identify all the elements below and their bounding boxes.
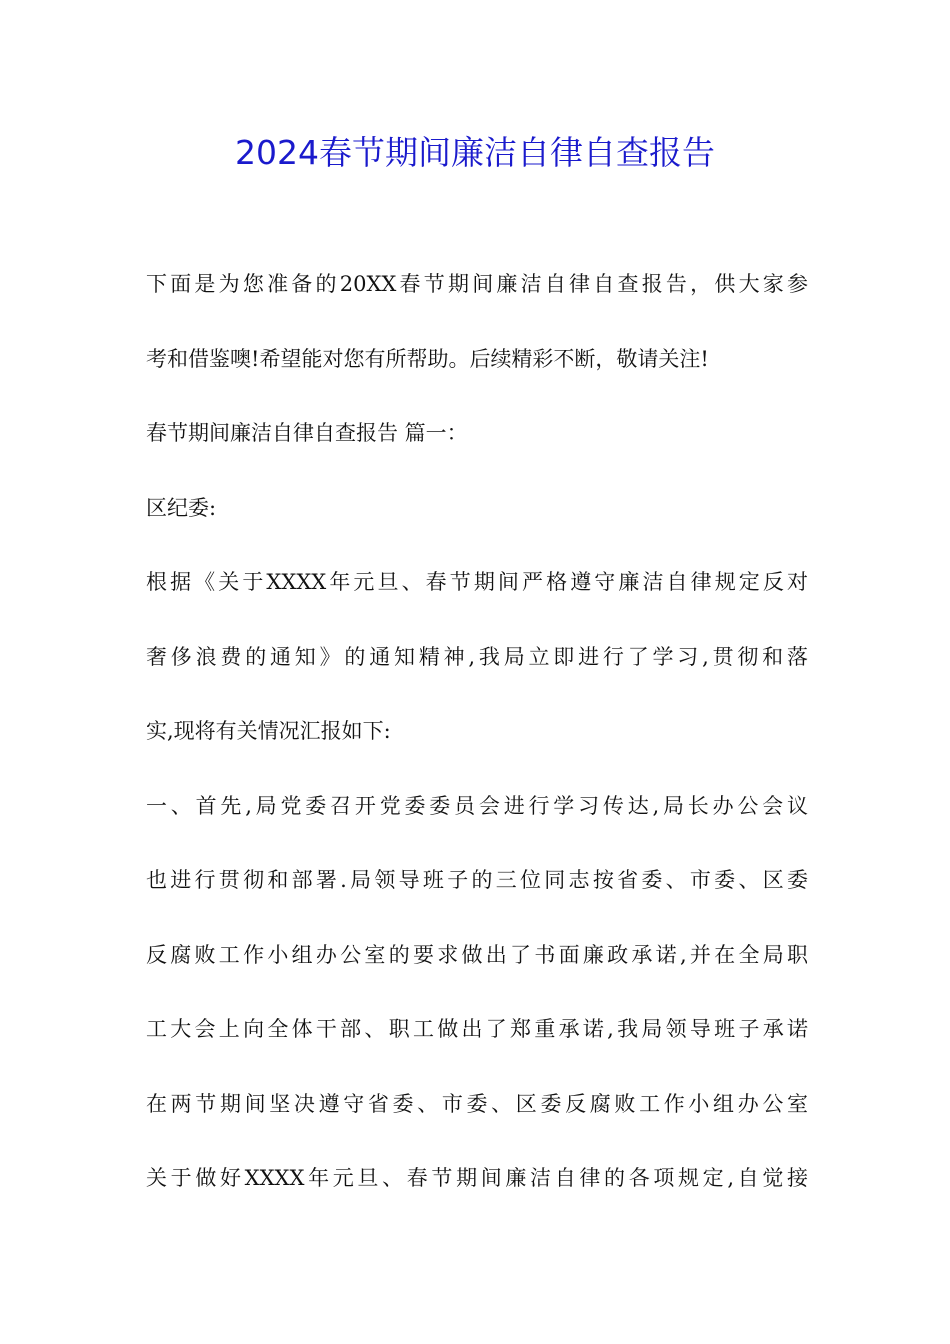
- paragraph-line: 一、首先,局党委召开党委委员会进行学习传达,局长办公会议: [146, 793, 808, 818]
- paragraph-line: 也进行贯彻和部署.局领导班子的三位同志按省委、市委、区委: [146, 868, 808, 892]
- paragraph-line: 实,现将有关情况汇报如下:: [146, 719, 391, 743]
- paragraph-line: 奢侈浪费的通知》的通知精神,我局立即进行了学习,贯彻和落: [146, 644, 808, 669]
- paragraph-line-intro-1: 下面是为您准备的20XX春节期间廉洁自律自查报告，供大家参: [146, 272, 808, 296]
- paragraph-line: 关于做好XXXX年元旦、春节期间廉洁自律的各项规定,自觉接: [146, 1166, 808, 1190]
- document-body: [146, 262, 808, 1231]
- salutation: 区纪委:: [146, 495, 217, 520]
- paragraph-line-intro-2: 考和借鉴噢!希望能对您有所帮助。后续精彩不断，敬请关注!: [146, 346, 709, 371]
- paragraph-line: 根据《关于XXXX年元旦、春节期间严格遵守廉洁自律规定反对: [146, 570, 808, 594]
- paragraph-line: 反腐败工作小组办公室的要求做出了书面廉政承诺,并在全局职: [146, 942, 808, 967]
- section-heading: 春节期间廉洁自律自查报告 篇一：: [146, 421, 468, 445]
- document-title: 2024春节期间廉洁自律自查报告: [235, 133, 715, 172]
- paragraph-line: 在两节期间坚决遵守省委、市委、区委反腐败工作小组办公室: [146, 1091, 808, 1116]
- paragraph-line: 工大会上向全体干部、职工做出了郑重承诺,我局领导班子承诺: [146, 1017, 808, 1041]
